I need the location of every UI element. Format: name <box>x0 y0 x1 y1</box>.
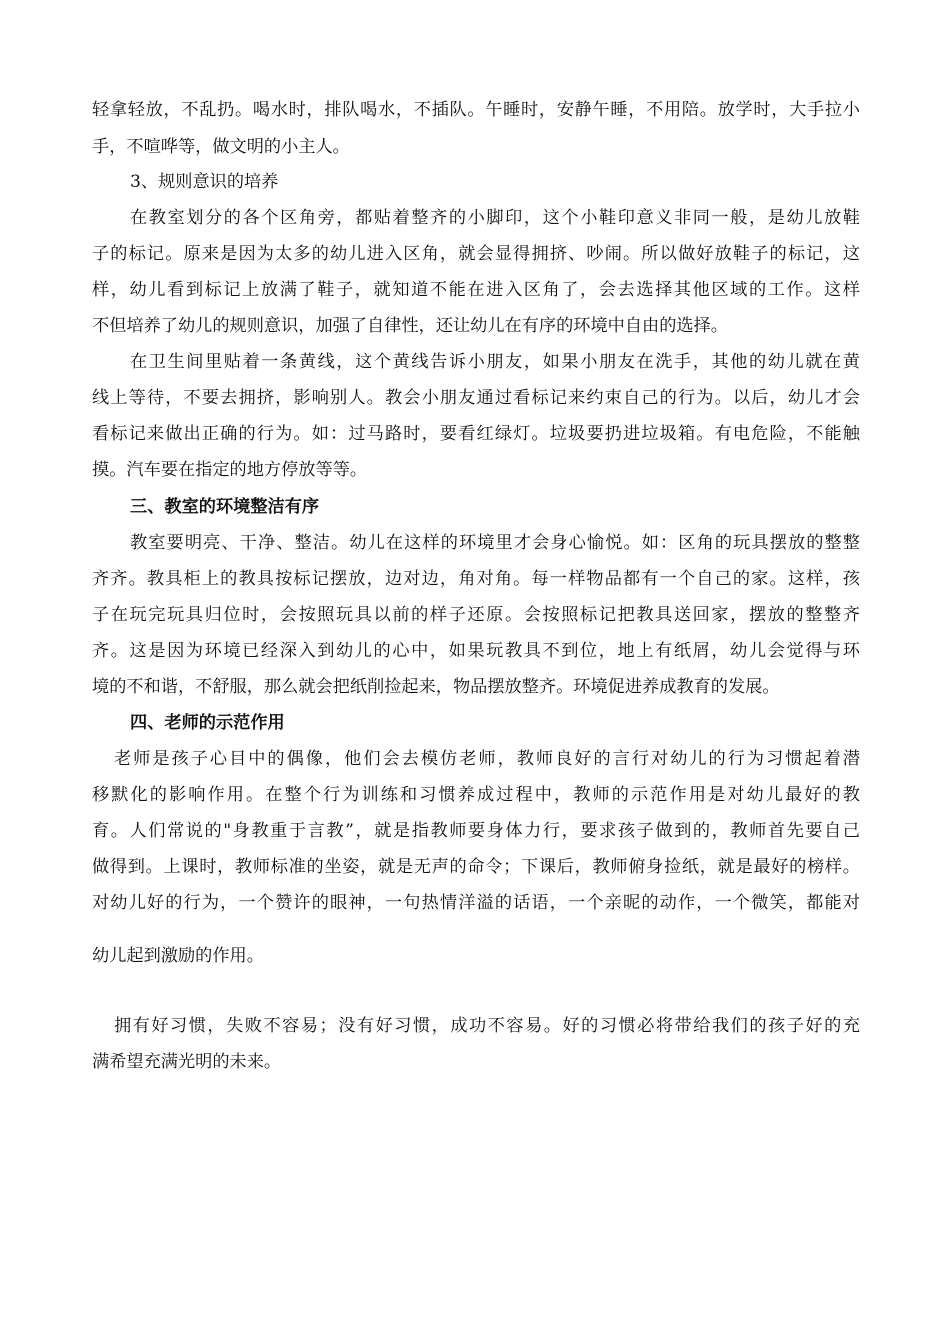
text-line: 看标记来做出正确的行为。如：过马路时，要看红绿灯。垃圾要扔进垃圾箱。有电危险，不能触 <box>92 424 860 444</box>
text-line: 齐齐。教具柜上的教具按标记摆放，边对边，角对角。每一样物品都有一个自己的家。这样，孩 <box>92 569 860 589</box>
text-line: 不但培养了幼儿的规则意识，加强了自律性，还让幼儿在有序的环境中自由的选择。 <box>92 316 728 336</box>
text-line: 样，幼儿看到标记上放满了鞋子，就知道不能在进入区角了，会去选择其他区域的工作。这样 <box>92 280 860 300</box>
text-line: 子在玩完玩具归位时，会按照玩具以前的样子还原。会按照标记把教具送回家，摆放的整整齐 <box>92 605 860 625</box>
text-line: 子的标记。原来是因为太多的幼儿进入区角，就会显得拥挤、吵闹。所以做好放鞋子的标记，这 <box>92 244 860 264</box>
text-line: 幼儿起到激励的作用。 <box>92 946 264 966</box>
text-line: 育。人们常说的"身教重于言教”，就是指教师要身体力行，要求孩子做到的，教师首先要自己 <box>92 821 860 841</box>
text-line: 教室要明亮、干净、整洁。幼儿在这样的环境里才会身心愉悦。如：区角的玩具摆放的整整 <box>130 533 860 553</box>
text-line: 轻拿轻放，不乱扔。喝水时，排队喝水，不插队。午睡时，安静午睡，不用陪。放学时，大手拉小 <box>92 100 860 120</box>
text-line: 移默化的影响作用。在整个行为训练和习惯养成过程中，教师的示范作用是对幼儿最好的教 <box>92 785 860 805</box>
text-line: 老师是孩子心目中的偶像，他们会去模仿老师，教师良好的言行对幼儿的行为习惯起着潜 <box>114 749 860 769</box>
text-line: 齐。这是因为环境已经深入到幼儿的心中，如果玩教具不到位，地上有纸屑，幼儿会觉得与环 <box>92 641 860 661</box>
section-heading: 四、老师的示范作用 <box>130 713 285 733</box>
text-line: 拥有好习惯，失败不容易；没有好习惯，成功不容易。好的习惯必将带给我们的孩子好的充 <box>114 1016 860 1036</box>
text-line: 在卫生间里贴着一条黄线，这个黄线告诉小朋友，如果小朋友在洗手，其他的幼儿就在黄 <box>130 352 860 372</box>
text-line: 对幼儿好的行为，一个赞许的眼神，一句热情洋溢的话语，一个亲昵的动作，一个微笑，都能对 <box>92 893 860 913</box>
section-heading: 三、教室的环境整洁有序 <box>130 497 320 517</box>
text-line: 境的不和谐，不舒服，那么就会把纸削捡起来，物品摆放整齐。环境促进养成教育的发展。 <box>92 677 780 697</box>
section-subheading: 3、规则意识的培养 <box>130 172 279 192</box>
text-line: 线上等待，不要去拥挤，影响别人。教会小朋友通过看标记来约束自己的行为。以后，幼儿才会 <box>92 388 860 408</box>
text-line: 满希望充满光明的未来。 <box>92 1052 282 1072</box>
text-line: 手，不喧哗等，做文明的小主人。 <box>92 137 350 157</box>
text-line: 摸。汽车要在指定的地方停放等等。 <box>92 460 368 480</box>
text-line: 做得到。上课时，教师标准的坐姿，就是无声的命令；下课后，教师俯身捡纸，就是最好的榜样。 <box>92 857 860 877</box>
text-line: 在教室划分的各个区角旁，都贴着整齐的小脚印，这个小鞋印意义非同一般，是幼儿放鞋 <box>130 208 860 228</box>
